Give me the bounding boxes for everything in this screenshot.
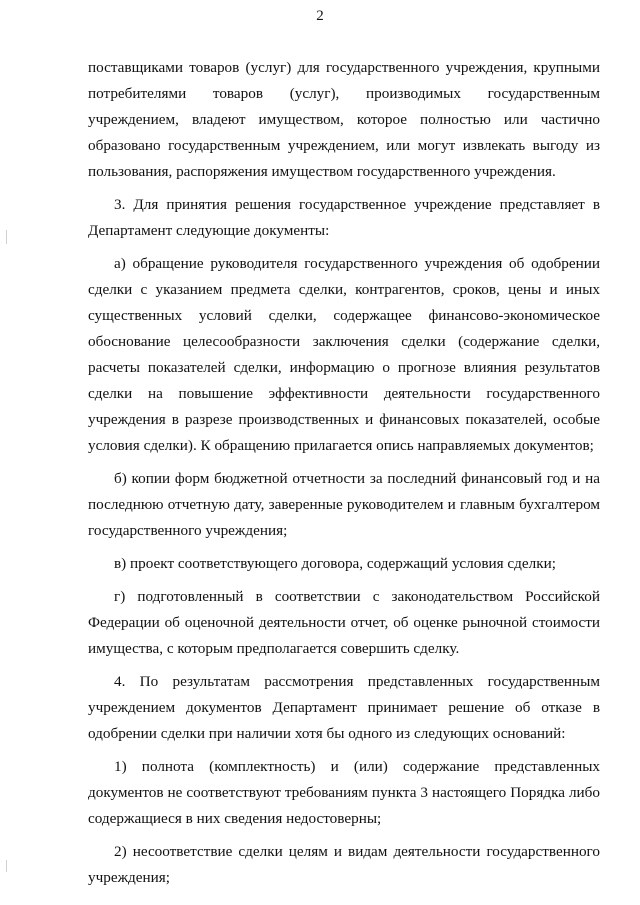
- paragraph-continuation: поставщиками товаров (услуг) для государственного учреждения, крупными потребителями товаров (услуг), производимых государственным учреждением, владеют имуществом, которое полностью или частично образовано государственным учреждением, или могут извлекать выгоду из пользования, распоряжения имуществом государственного учреждения.: [88, 59, 600, 180]
- document-body: [88, 55, 600, 898]
- scan-edge-mark: [6, 230, 7, 244]
- paragraph-item-3a: а) обращение руководителя государственного учреждения об одобрении сделки с указанием предмета сделки, контрагентов, сроков, цены и иных существенных условий сделки, содержащее финансово-экономическое обоснование целесообразности заключения сделки (содержание сделки, расчеты показателей сделки, информацию о прогнозе влияния результатов сделки на повышение эффективности деятельности государственного учреждения в разрезе производственных и финансовых показателей, особые условия сделки). К обращению прилагается опись направляемых документов;: [88, 255, 600, 454]
- paragraph-item-3b: б) копии форм бюджетной отчетности за последний финансовый год и на последнюю отчетную дату, заверенные руководителем и главным бухгалтером государственного учреждения;: [88, 470, 600, 539]
- paragraph-item-4-2: 2) несоответствие сделки целям и видам деятельности государственного учреждения;: [88, 843, 600, 886]
- paragraph-item-3g: г) подготовленный в соответствии с законодательством Российской Федерации об оценочной деятельности отчет, об оценке рыночной стоимости имущества, с которым предполагается совершить сделку.: [88, 588, 600, 657]
- paragraph-item-3v: в) проект соответствующего договора, содержащий условия сделки;: [114, 555, 556, 572]
- paragraph-item-3: 3. Для принятия решения государственное учреждение представляет в Департамент следующие документы:: [88, 196, 600, 239]
- paragraph-item-4-1: 1) полнота (комплектность) и (или) содержание представленных документов не соответствуют требованиям пункта 3 настоящего Порядка либо содержащиеся в них сведения недостоверны;: [88, 758, 600, 827]
- scan-edge-mark: [6, 860, 7, 872]
- paragraph-item-4: 4. По результатам рассмотрения представленных государственным учреждением документов Департамент принимает решение об отказе в одобрении сделки при наличии хотя бы одного из следующих оснований:: [88, 673, 600, 742]
- page-number: 2: [316, 8, 324, 24]
